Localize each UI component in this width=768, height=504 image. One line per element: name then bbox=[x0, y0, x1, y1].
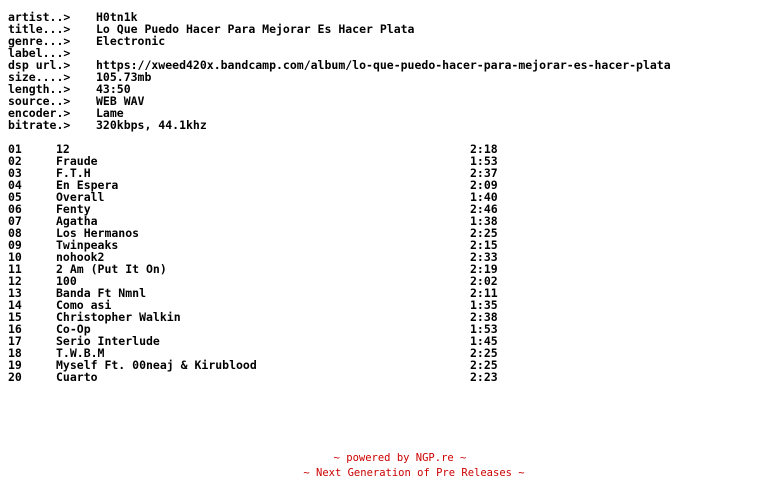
meta-value: H0tn1k bbox=[96, 10, 138, 24]
track-title: Agatha bbox=[56, 214, 98, 228]
track-duration: 2:15 bbox=[470, 238, 498, 252]
track-number: 15 bbox=[8, 310, 22, 324]
meta-key: source..> bbox=[8, 94, 71, 108]
track-title: Twinpeaks bbox=[56, 238, 119, 252]
track-title: Banda Ft Nmnl bbox=[56, 286, 147, 300]
track-number: 06 bbox=[8, 202, 22, 216]
track-number: 03 bbox=[8, 166, 22, 180]
track-duration: 2:37 bbox=[470, 166, 498, 180]
meta-key: artist..> bbox=[8, 10, 71, 24]
track-number: 14 bbox=[8, 298, 22, 312]
track-number: 10 bbox=[8, 250, 22, 264]
track-title: Myself Ft. 00neaj & Kirublood bbox=[56, 358, 257, 372]
track-title: 2 Am (Put It On) bbox=[56, 262, 167, 276]
track-number: 20 bbox=[8, 370, 22, 384]
meta-value: Electronic bbox=[96, 34, 166, 48]
track-number: 19 bbox=[8, 358, 22, 372]
meta-value: 105.73mb bbox=[96, 70, 152, 84]
meta-key: size....> bbox=[8, 70, 71, 84]
track-title: 12 bbox=[56, 142, 70, 156]
track-duration: 2:09 bbox=[470, 178, 498, 192]
track-number: 18 bbox=[8, 346, 22, 360]
meta-row bbox=[8, 119, 671, 131]
track-title: Como asi bbox=[56, 298, 112, 312]
track-duration: 1:35 bbox=[470, 298, 498, 312]
track-title: Serio Interlude bbox=[56, 334, 160, 348]
meta-value: https://xweed420x.bandcamp.com/album/lo-que-puedo-hacer-para-mejorar-es-hacer-plata bbox=[96, 58, 671, 72]
track-title: Cuarto bbox=[56, 370, 98, 384]
track-number: 11 bbox=[8, 262, 22, 276]
track-title: Overall bbox=[56, 190, 105, 204]
track-duration: 1:53 bbox=[470, 322, 498, 336]
track-number: 08 bbox=[8, 226, 22, 240]
track-row bbox=[8, 263, 508, 275]
track-duration: 2:18 bbox=[470, 142, 498, 156]
track-title: nohook2 bbox=[56, 250, 105, 264]
meta-row bbox=[8, 35, 671, 47]
track-title: Fraude bbox=[56, 154, 98, 168]
tracklist bbox=[8, 143, 508, 383]
meta-key: dsp url.> bbox=[8, 58, 71, 72]
meta-value: 320kbps, 44.1khz bbox=[96, 118, 207, 132]
track-duration: 2:33 bbox=[470, 250, 498, 264]
track-number: 12 bbox=[8, 274, 22, 288]
track-number: 13 bbox=[8, 286, 22, 300]
track-title: Co-Op bbox=[56, 322, 91, 336]
meta-value: 43:50 bbox=[96, 82, 131, 96]
track-title: En Espera bbox=[56, 178, 119, 192]
track-number: 07 bbox=[8, 214, 22, 228]
track-title: Los Hermanos bbox=[56, 226, 140, 240]
track-title: Christopher Walkin bbox=[56, 310, 181, 324]
track-duration: 1:38 bbox=[470, 214, 498, 228]
track-duration: 2:38 bbox=[470, 310, 498, 324]
footer-powered-by: ~ powered by NGP.re ~ bbox=[333, 452, 467, 464]
track-duration: 2:25 bbox=[470, 346, 498, 360]
meta-key: length..> bbox=[8, 82, 71, 96]
track-duration: 2:23 bbox=[470, 370, 498, 384]
meta-value: Lo Que Puedo Hacer Para Mejorar Es Hacer Plata bbox=[96, 22, 415, 36]
track-title: Fenty bbox=[56, 202, 91, 216]
track-duration: 1:45 bbox=[470, 334, 498, 348]
track-duration: 2:02 bbox=[470, 274, 498, 288]
track-title: 100 bbox=[56, 274, 77, 288]
track-duration: 2:46 bbox=[470, 202, 498, 216]
track-number: 16 bbox=[8, 322, 22, 336]
track-row bbox=[8, 371, 508, 383]
track-duration: 1:40 bbox=[470, 190, 498, 204]
track-duration: 2:19 bbox=[470, 262, 498, 276]
track-number: 01 bbox=[8, 142, 22, 156]
footer-tagline: ~ Next Generation of Pre Releases ~ bbox=[303, 467, 525, 479]
track-title: T.W.B.M bbox=[56, 346, 105, 360]
meta-key: genre...> bbox=[8, 34, 71, 48]
meta-key: title...> bbox=[8, 22, 71, 36]
meta-value: WEB WAV bbox=[96, 94, 145, 108]
track-number: 04 bbox=[8, 178, 22, 192]
meta-key: encoder.> bbox=[8, 106, 71, 120]
track-title: F.T.H bbox=[56, 166, 91, 180]
track-number: 17 bbox=[8, 334, 22, 348]
track-duration: 2:11 bbox=[470, 286, 498, 300]
meta-value: Lame bbox=[96, 106, 124, 120]
release-metadata bbox=[8, 11, 671, 131]
track-duration: 1:53 bbox=[470, 154, 498, 168]
meta-key: label...> bbox=[8, 46, 71, 60]
meta-key: bitrate.> bbox=[8, 118, 71, 132]
track-number: 09 bbox=[8, 238, 22, 252]
track-number: 05 bbox=[8, 190, 22, 204]
track-duration: 2:25 bbox=[470, 358, 498, 372]
track-duration: 2:25 bbox=[470, 226, 498, 240]
track-number: 02 bbox=[8, 154, 22, 168]
